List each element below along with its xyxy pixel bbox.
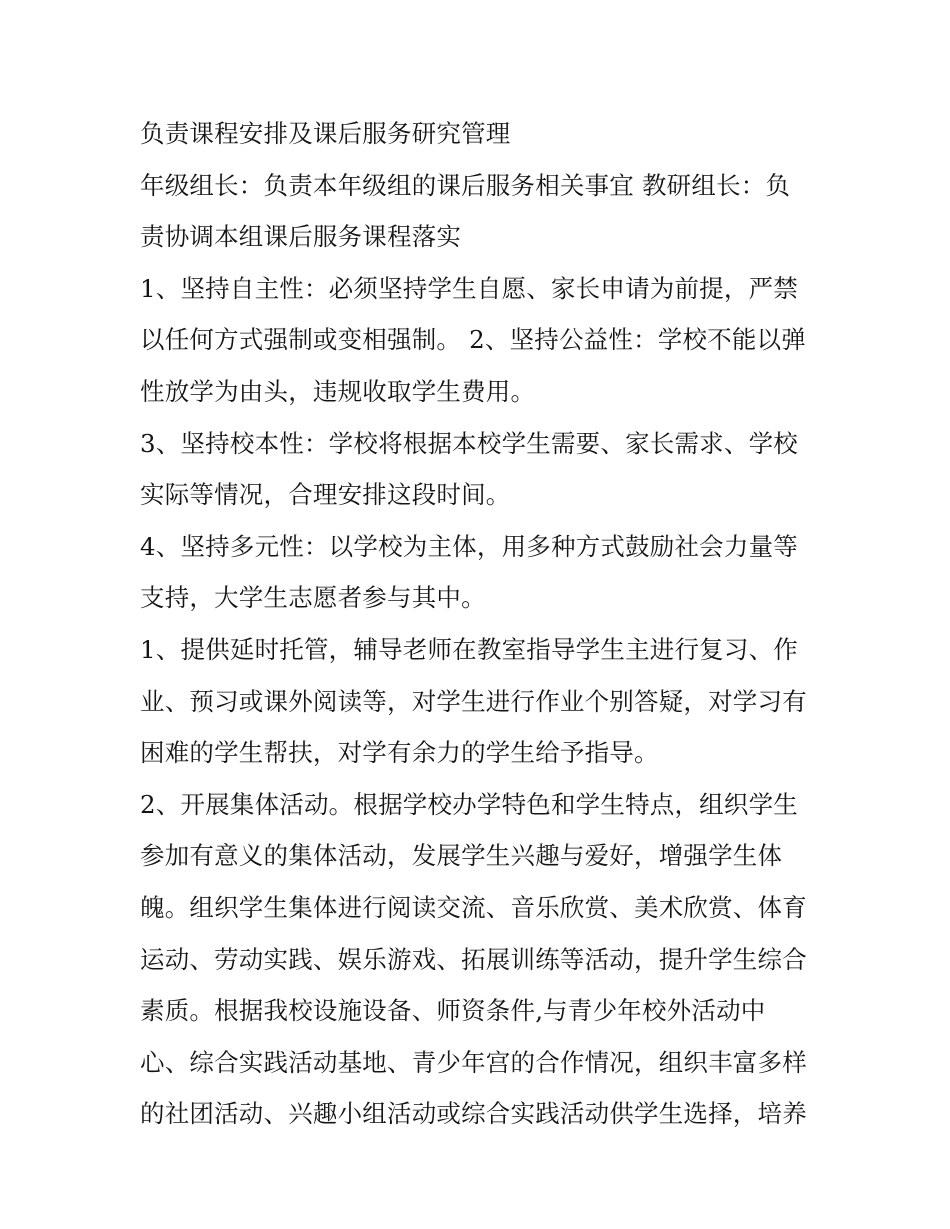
text-line: 性放学为由头，违规收取学生费用。 [140,376,536,406]
text-line: 3、坚持校本性：学校将根据本校学生需要、家长需求、学校 [140,428,798,458]
text-line: 年级组长：负责本年级组的课后服务相关事宜 教研组长：负 [140,170,791,200]
document-body [140,108,840,1140]
text-line: 实际等情况，合理安排这段时间。 [140,480,511,510]
text-line: 1、坚持自主性：必须坚持学生自愿、家长申请为前提，严禁 [140,273,798,303]
text-line: 支持，大学生志愿者参与其中。 [140,583,486,613]
text-line: 魄。组织学生集体进行阅读交流、音乐欣赏、美术欣赏、体育 [140,892,807,922]
text-line: 困难的学生帮扶，对学有余力的学生给予指导。 [140,738,659,768]
text-line: 参加有意义的集体活动，发展学生兴趣与爱好，增强学生体 [140,841,783,871]
text-line: 心、综合实践活动基地、青少年宫的合作情况，组织丰富多样 [140,1047,807,1077]
text-line: 2、开展集体活动。根据学校办学特色和学生特点，组织学生 [140,789,798,819]
text-line: 的社团活动、兴趣小组活动或综合实践活动供学生选择，培养 [140,1099,807,1129]
text-line: 业、预习或课外阅读等，对学生进行作业个别答疑，对学习有 [140,686,807,716]
text-line: 1、提供延时托管，辅导老师在教室指导学生主进行复习、作 [140,634,798,664]
text-line: 运动、劳动实践、娱乐游戏、拓展训练等活动，提升学生综合 [140,944,807,974]
text-line: 以任何方式强制或变相强制。 2、坚持公益性：学校不能以弹 [140,325,806,355]
text-line: 素质。根据我校设施设备、师资条件,与青少年校外活动中 [140,996,766,1026]
text-line: 4、坚持多元性：以学校为主体，用多种方式鼓励社会力量等 [140,531,798,561]
text-line: 责协调本组课后服务课程落实 [140,222,462,252]
text-line: 负责课程安排及课后服务研究管理 [140,119,511,148]
